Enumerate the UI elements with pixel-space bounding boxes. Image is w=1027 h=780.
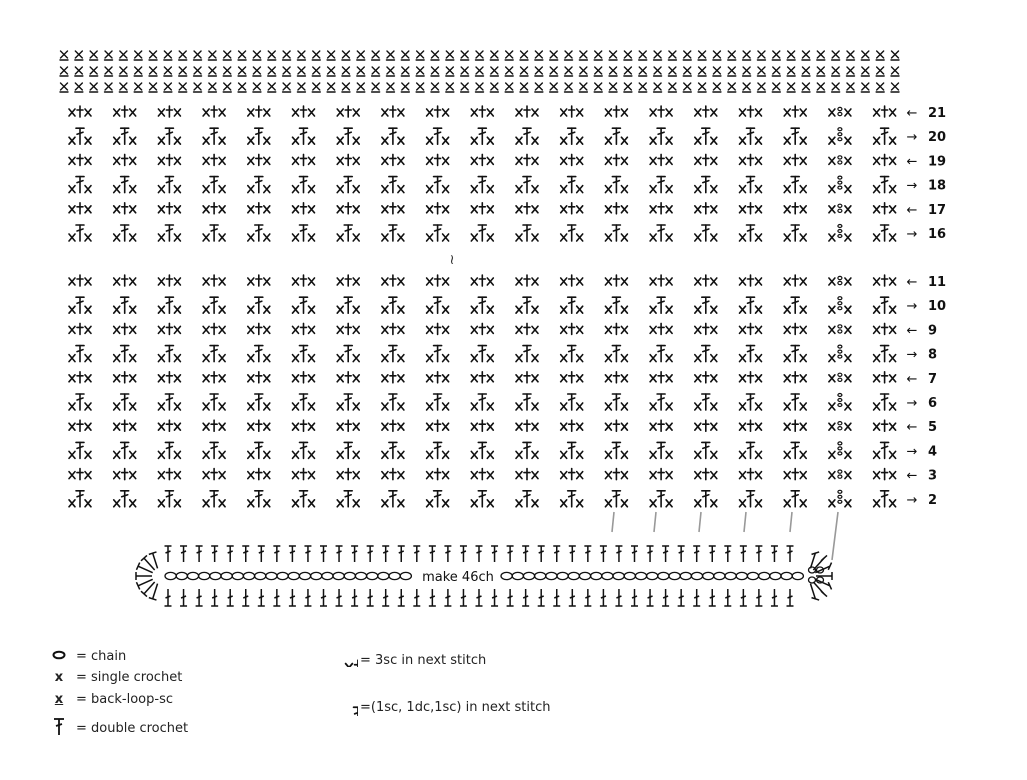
row-number: 20 [928,130,947,146]
legend-item-back-loop-sc [46,692,173,707]
single-crochet-icon: x [54,670,64,685]
row-direction-arrow: ← [906,371,918,387]
legend-label-double-crochet: = double crochet [76,720,189,736]
row-number: 4 [928,444,938,460]
row-direction-arrow: ← [906,275,918,290]
legend-item-single-crochet [46,670,182,685]
row-number: 16 [928,227,947,242]
row-number: 18 [928,178,947,194]
row-direction-arrow: → [906,347,918,363]
three-sc-icon [330,649,356,671]
row-direction-arrow: → [906,299,918,315]
row-number: 6 [928,396,938,411]
legend-label-3sc: = 3sc in next stitch [360,652,487,668]
legend-item-chain [46,649,126,664]
legend-label-single-crochet: = single crochet [76,670,183,685]
legend-label-chain: = chain [76,649,127,664]
legend-item-double-crochet [46,716,188,740]
legend-label-back-loop-sc: = back-loop-sc [76,692,173,707]
row-number: 9 [928,323,938,339]
legend-label-sc-dc-sc: =(1sc, 1dc,1sc) in next stitch [360,699,551,715]
row-number: 3 [928,468,938,484]
row-direction-arrow: → [906,396,918,411]
gap-marker: ≀ [449,252,455,268]
legend-item-sc-dc-sc [330,694,551,720]
foundation-label: make 46ch [422,570,494,585]
row-direction-arrow: ← [906,420,918,436]
row-number: 21 [928,106,947,121]
row-number: 19 [928,154,947,170]
row-number: 5 [928,420,938,436]
row-direction-arrow: → [906,130,918,146]
row-number: 10 [928,299,947,315]
back-loop-sc-icon: x [54,692,64,707]
row-number: 8 [928,347,938,363]
row-direction-arrow: ← [906,106,918,121]
row-number: 17 [928,202,947,218]
row-direction-arrow: ← [906,154,918,170]
row-number: 2 [928,492,938,508]
legend-item-3sc [330,649,486,671]
row-number: 11 [928,275,947,290]
row-direction-arrow: ← [906,202,918,218]
row-direction-arrow: → [906,492,918,508]
row-number: 7 [928,371,938,387]
chain-oval-icon [46,649,72,664]
row-direction-arrow: ← [906,468,918,484]
row-direction-arrow: → [906,227,918,242]
double-crochet-icon [46,716,72,740]
sc-dc-sc-icon [330,694,356,720]
row-direction-arrow: → [906,178,918,194]
row-direction-arrow: → [906,444,918,460]
row-direction-arrow: ← [906,323,918,339]
